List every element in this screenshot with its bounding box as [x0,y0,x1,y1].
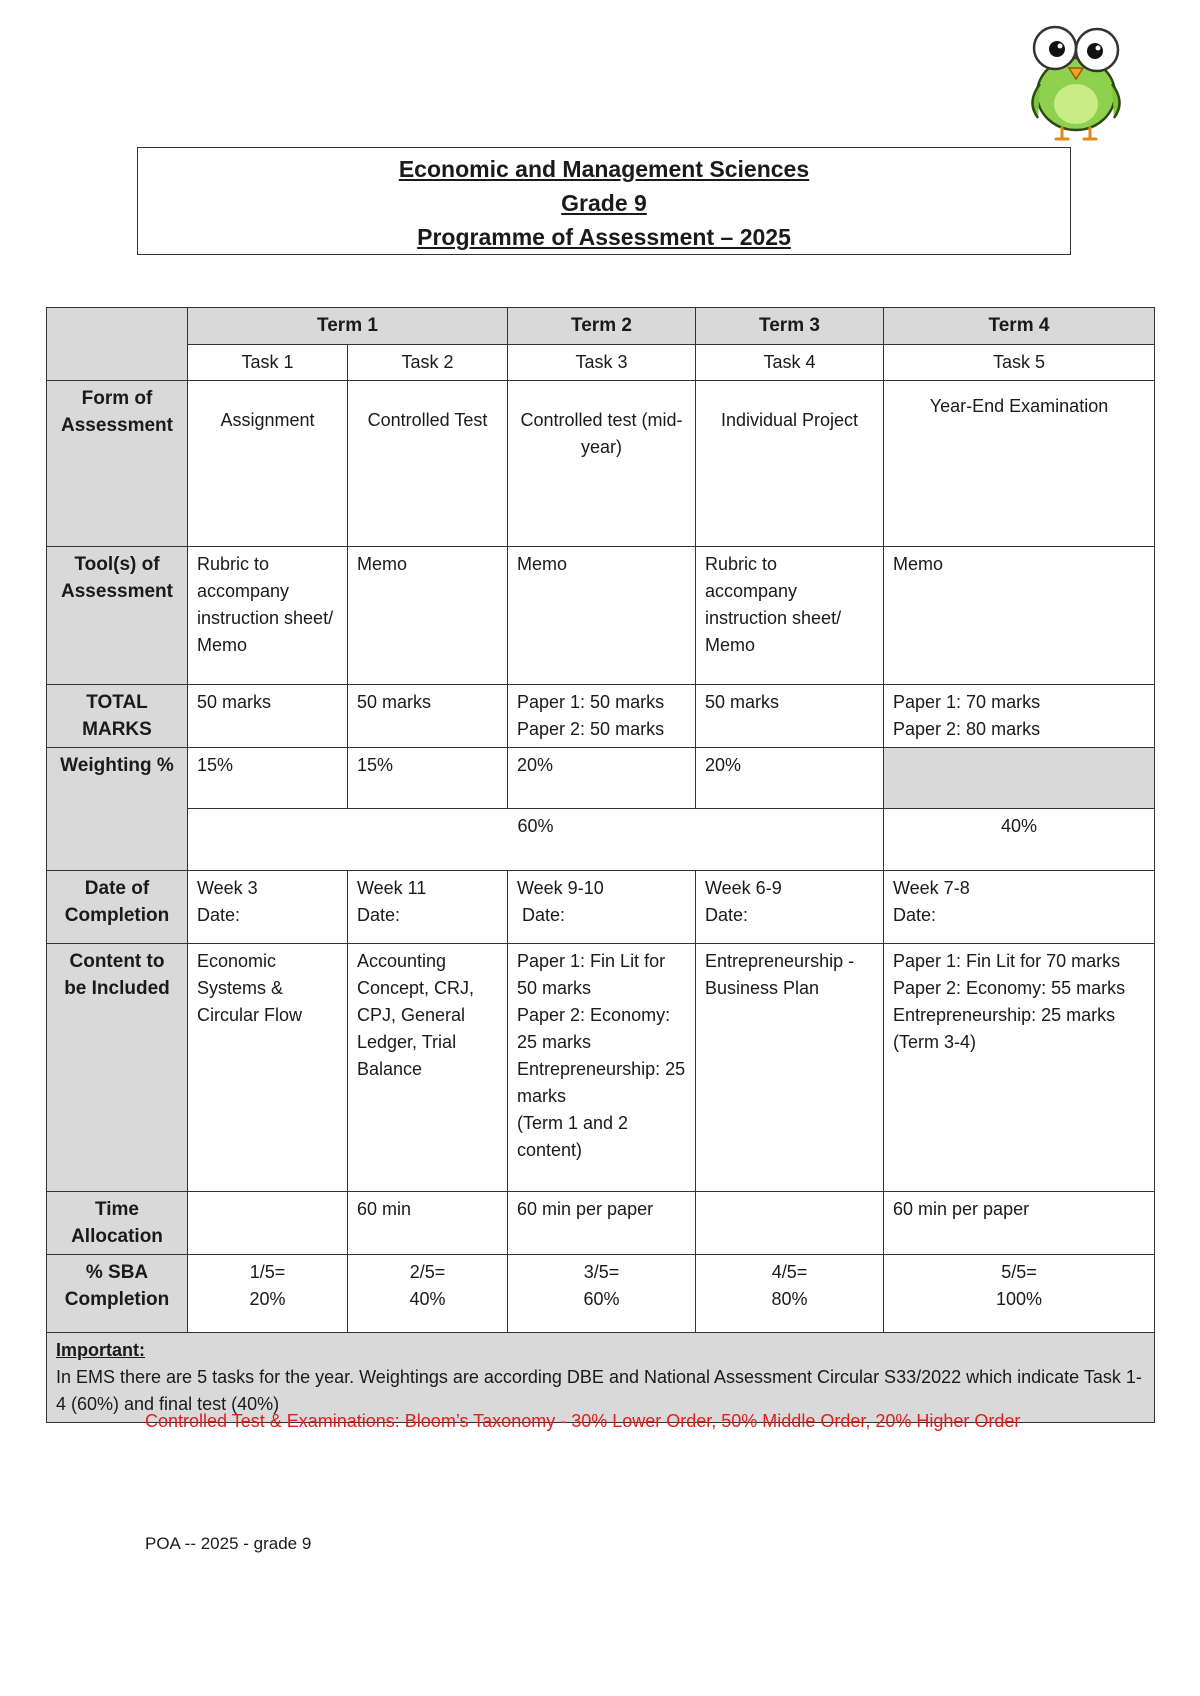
row-label-form: Form of Assessment [47,381,188,547]
row-label-total: TOTAL MARKS [47,685,188,748]
content-task-5: Paper 1: Fin Lit for 70 marks Paper 2: Economy: 55 marks Entrepreneurship: 25 marks (Term 3-4) [884,944,1155,1192]
time-task-5: 60 min per paper [884,1192,1155,1255]
tools-task-4: Rubric to accompany instruction sheet/ Memo [696,547,884,685]
assessment-table [46,307,1155,1423]
corner-cell [47,308,188,381]
form-task-3: Controlled test (mid-year) [508,381,696,547]
page-footer: POA -- 2025 - grade 9 [145,1534,312,1553]
subject-title: Economic and Management Sciences [398,156,810,182]
date-task-3: Week 9-10 Date: [508,871,696,944]
total-task-4: 50 marks [696,685,884,748]
sba-task-3: 3/5= 60% [508,1255,696,1333]
date-task-2: Week 11 Date: [348,871,508,944]
task-5-header: Task 5 [884,345,1155,381]
sba-task-5: 5/5= 100% [884,1255,1155,1333]
task-3-header: Task 3 [508,345,696,381]
weighting-task-2: 15% [348,748,508,809]
total-task-3: Paper 1: 50 marks Paper 2: 50 marks [508,685,696,748]
weighting-total-task-5: 40% [884,809,1155,871]
term-1-header: Term 1 [188,308,508,345]
row-label-content: Content to be Included [47,944,188,1192]
tools-task-5: Memo [884,547,1155,685]
row-label-date: Date of Completion [47,871,188,944]
form-task-5: Year-End Examination [884,381,1155,547]
weighting-total-tasks-1-4: 60% [188,809,884,871]
time-task-2: 60 min [348,1192,508,1255]
total-task-1: 50 marks [188,685,348,748]
task-2-header: Task 2 [348,345,508,381]
tools-task-2: Memo [348,547,508,685]
content-task-4: Entrepreneurship - Business Plan [696,944,884,1192]
row-label-sba: % SBA Completion [47,1255,188,1333]
form-task-2: Controlled Test [348,381,508,547]
form-task-1: Assignment [188,381,348,547]
total-task-5: Paper 1: 70 marks Paper 2: 80 marks [884,685,1155,748]
task-1-header: Task 1 [188,345,348,381]
weighting-task-5 [884,748,1155,809]
time-task-1 [188,1192,348,1255]
document-title [137,147,1071,255]
content-task-1: Economic Systems & Circular Flow [188,944,348,1192]
important-heading: Important: [56,1340,145,1360]
row-label-time: Time Allocation [47,1192,188,1255]
time-task-4 [696,1192,884,1255]
weighting-task-3: 20% [508,748,696,809]
weighting-task-1: 15% [188,748,348,809]
bloom-taxonomy-note: Controlled Test & Examinations: Bloom’s Taxonomy - 30% Lower Order, 50% Middle Order, 20% Higher Order [145,1411,1021,1431]
date-task-5: Week 7-8 Date: [884,871,1155,944]
tools-task-1: Rubric to accompany instruction sheet/ Memo [188,547,348,685]
sba-task-2: 2/5= 40% [348,1255,508,1333]
task-4-header: Task 4 [696,345,884,381]
term-2-header: Term 2 [508,308,696,345]
row-label-weighting: Weighting % [47,748,188,871]
weighting-task-4: 20% [696,748,884,809]
tools-task-3: Memo [508,547,696,685]
important-text: In EMS there are 5 tasks for the year. Weightings are according DBE and National Assessment Circular S33/2022 which indicate Task 1-4 (60%) and final test (40%) [56,1367,1142,1414]
date-task-4: Week 6-9 Date: [696,871,884,944]
total-task-2: 50 marks [348,685,508,748]
programme-title: Programme of Assessment – 2025 [417,224,791,250]
term-4-header: Term 4 [884,308,1155,345]
date-task-1: Week 3 Date: [188,871,348,944]
row-label-tools: Tool(s) of Assessment [47,547,188,685]
owl-mascot-icon [1020,18,1130,144]
grade-title: Grade 9 [561,190,647,216]
form-task-4: Individual Project [696,381,884,547]
content-task-2: Accounting Concept, CRJ, CPJ, General Ledger, Trial Balance [348,944,508,1192]
sba-task-4: 4/5= 80% [696,1255,884,1333]
term-3-header: Term 3 [696,308,884,345]
sba-task-1: 1/5= 20% [188,1255,348,1333]
time-task-3: 60 min per paper [508,1192,696,1255]
content-task-3: Paper 1: Fin Lit for 50 marks Paper 2: Economy: 25 marks Entrepreneurship: 25 marks (Term 1 and 2 content) [508,944,696,1192]
